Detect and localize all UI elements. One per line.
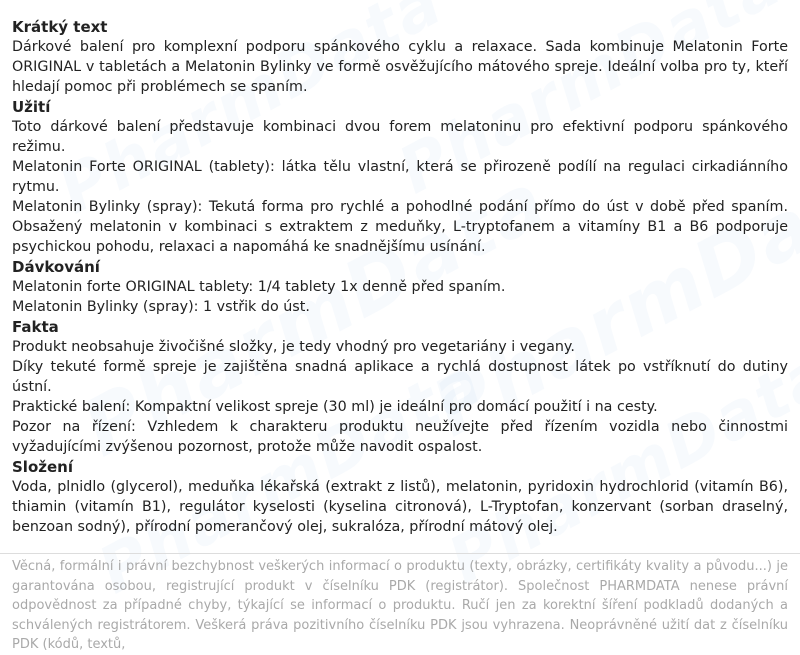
footer-divider — [0, 553, 800, 554]
section-facts — [12, 317, 788, 457]
usage-paragraph: Melatonin Bylinky (spray): Tekutá forma pro rychlé a pohodlné podání přímo do úst v době před spaním. Obsažený melatonin v kombinaci s extraktem z meduňky, L-tryptofanem a vitamíny B1 a B6 podporuje psychickou pohodu, relaxaci a napomáhá ke snadnějšímu usínání. — [12, 199, 788, 255]
section-usage — [12, 97, 788, 257]
section-short-text — [12, 17, 788, 97]
facts-paragraph: Pozor na řízení: Vzhledem k charakteru produktu neužívejte před řízením vozidla nebo činnostmi vyžadujícími zvýšenou pozornost, protože může navodit ospalost. — [12, 419, 788, 455]
usage-paragraph: Melatonin Forte ORIGINAL (tablety): látka tělu vlastní, která se přirozeně podílí na regulaci cirkadiánního rytmu. — [12, 159, 788, 195]
section-title: Dávkování — [12, 258, 100, 276]
section-title: Užití — [12, 98, 51, 116]
section-title: Fakta — [12, 318, 59, 336]
facts-paragraph: Produkt neobsahuje živočišné složky, je tedy vhodný pro vegetariány i vegany. — [12, 339, 575, 355]
section-composition — [12, 457, 788, 537]
section-dosage — [12, 257, 788, 317]
dosage-paragraph: Melatonin forte ORIGINAL tablety: 1/4 tablety 1x denně před spaním. — [12, 279, 506, 295]
composition-paragraph: Voda, plnidlo (glycerol), meduňka lékařská (extrakt z listů), melatonin, pyridoxin hydrochlorid (vitamín B6), thiamin (vitamín B1), regulátor kyselosti (kyselina citronová), L-Tryptofan, konzervant (sorban draselný, benzoan sodný), přírodní pomerančový olej, sukralóza, přírodní mátový olej. — [12, 479, 788, 535]
section-title: Krátký text — [12, 18, 108, 36]
facts-paragraph: Díky tekuté formě spreje je zajištěna snadná aplikace a rychlá dostupnost látek po vstříknutí do dutiny ústní. — [12, 359, 788, 395]
usage-paragraph: Toto dárkové balení představuje kombinaci dvou forem melatoninu pro efektivní podporu spánkového režimu. — [12, 119, 788, 155]
legal-disclaimer: Věcná, formální i právní bezchybnost veškerých informací o produktu (texty, obrázky, certifikáty kvality a původu...) je garantována osobou, registrující produkt v číselníku PDK (registrátor). Společnost PHARMDATA nenese právní odpovědnost za případné chyby, týkající se informací o produktu. Ručí jen za korektní šíření podkladů dodaných a schválených registrátorem. Veškerá práva pozitivního číselníku PDK jsou vyhrazena. Neoprávněné užití dat z číselníku PDK (kódů, textů, — [12, 559, 788, 652]
section-title: Složení — [12, 458, 73, 476]
short-text-paragraph: Dárkové balení pro komplexní podporu spánkového cyklu a relaxace. Sada kombinuje Melatonin Forte ORIGINAL v tabletách a Melatonin Bylinky ve formě osvěžujícího mátového spreje. Ideální volba pro ty, kteří hledají pomoc při problémech se spaním. — [12, 39, 788, 95]
facts-paragraph: Praktické balení: Kompaktní velikost spreje (30 ml) je ideální pro domácí použití i na cesty. — [12, 399, 658, 415]
dosage-paragraph: Melatonin Bylinky (spray): 1 vstřik do úst. — [12, 299, 310, 315]
